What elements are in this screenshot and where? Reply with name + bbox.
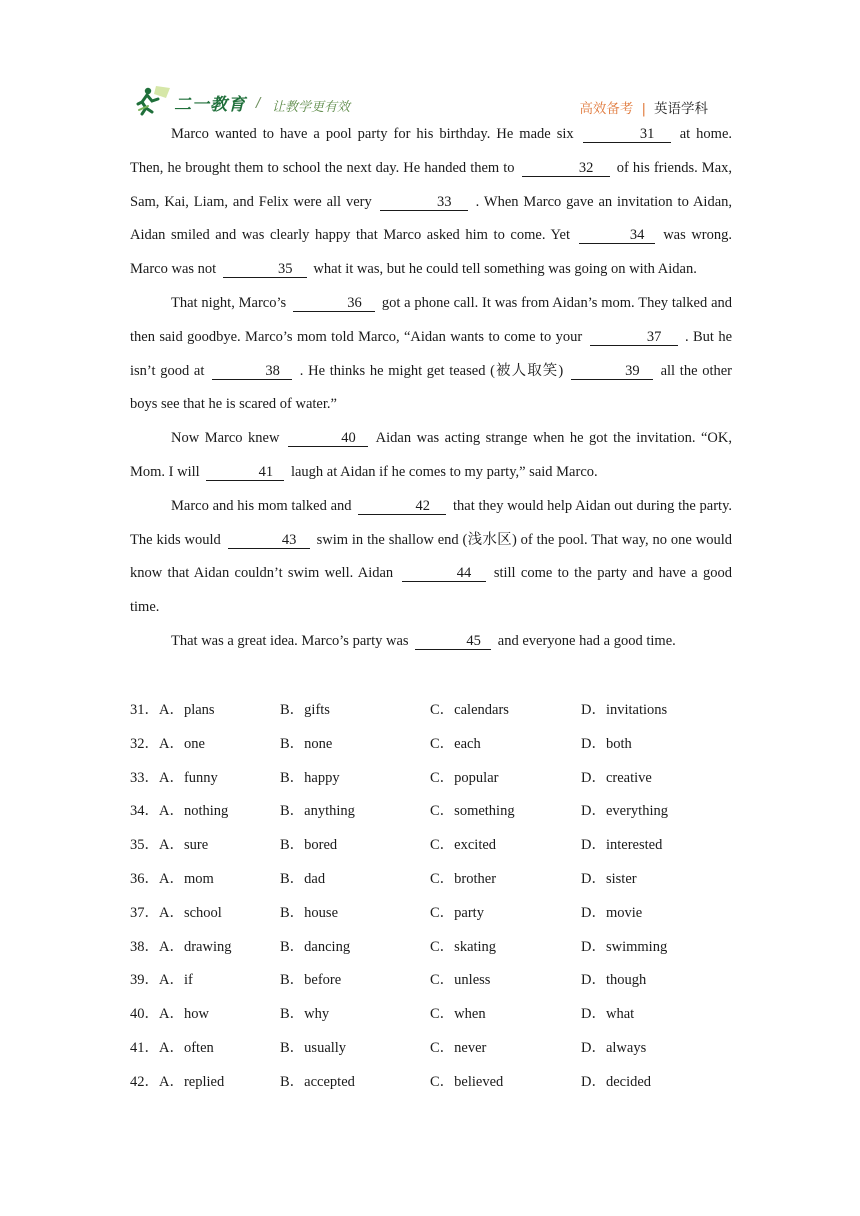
blank-39: 39: [571, 363, 653, 380]
blank-38: 38: [212, 363, 292, 380]
question-option-a: [130, 829, 208, 863]
question-row: [130, 795, 732, 829]
header-separator: |: [641, 101, 646, 117]
question-row: [130, 1032, 732, 1066]
passage-text: Marco wanted to have a pool party for his birthday. He made six: [171, 126, 574, 142]
question-option-b: B．accepted: [280, 1073, 355, 1090]
option-a-text: A．if: [159, 972, 193, 989]
question-option-a: [130, 998, 209, 1032]
question-option-d: D．interested: [581, 837, 663, 854]
passage-paragraph: [130, 287, 732, 422]
question-row: [130, 762, 732, 796]
question-option-a: [130, 897, 222, 931]
question-number: 38．: [130, 938, 159, 955]
option-a-text: A．one: [159, 735, 205, 752]
question-number: 42．: [130, 1073, 159, 1090]
question-option-a: [130, 762, 218, 796]
question-option-d: D．sister: [581, 870, 637, 887]
question-number: 37．: [130, 904, 159, 921]
passage-paragraph: [130, 422, 732, 490]
question-row: [130, 931, 732, 965]
passage-text: swim in the shallow end (浅水区) of the pool. That way, no one would know that Aidan couldn’t swim well. Aidan: [130, 531, 733, 582]
question-row: [130, 897, 732, 931]
question-option-b: B．before: [280, 972, 342, 989]
question-option-a: [130, 795, 228, 829]
blank-33: 33: [380, 194, 468, 211]
blank-31: 31: [583, 126, 671, 143]
question-row: [130, 1066, 732, 1100]
question-number: 40．: [130, 1006, 159, 1023]
blank-34: 34: [579, 227, 655, 244]
question-option-a: [130, 931, 232, 965]
question-option-b: B．gifts: [280, 702, 330, 718]
blank-44: 44: [402, 565, 486, 582]
question-option-b: B．why: [280, 1006, 330, 1023]
passage-text: . He thinks he might get teased (被人取笑): [299, 362, 564, 379]
question-option-d: D．always: [581, 1039, 647, 1056]
option-a-text: A．school: [159, 904, 222, 921]
question-option-c: C．never: [430, 1039, 487, 1056]
question-option-d: D．decided: [581, 1073, 652, 1090]
question-option-c: C．popular: [430, 769, 499, 786]
passage-text: Marco and his mom talked and: [171, 497, 352, 514]
blank-36: 36: [293, 295, 375, 312]
passage-paragraph: [130, 490, 732, 625]
option-a-text: A．plans: [159, 702, 215, 718]
question-option-a: [130, 964, 193, 998]
passage-text: of his friends. Max, Sam, Kai, Liam, and Felix were all very: [130, 159, 733, 210]
question-option-d: D．both: [581, 735, 632, 752]
question-option-c: C．party: [430, 904, 484, 921]
question-option-b: B．anything: [280, 803, 355, 820]
passage-text: was wrong. Marco was not: [130, 227, 733, 278]
question-option-b: B．none: [280, 735, 333, 752]
question-option-c: C．unless: [430, 972, 491, 989]
passage-text: . When Marco gave an invitation to Aidan, Aidan smiled and was clearly happy that Marco asked him to come. Yet: [130, 193, 733, 244]
option-a-text: A．often: [159, 1039, 214, 1056]
blank-43: 43: [228, 532, 310, 549]
answer-options: [130, 694, 732, 1100]
header-slash: /: [256, 96, 261, 111]
passage-text: what it was, but he could tell something was going on with Aidan.: [313, 261, 697, 278]
passage-text: at home. Then, he brought them to school the next day. He handed them to: [130, 126, 733, 176]
question-number: 36．: [130, 870, 159, 887]
blank-32: 32: [522, 160, 610, 177]
subject-label: 英语学科: [654, 101, 708, 117]
passage-text: all the other boys see that he is scared of water.”: [130, 362, 732, 413]
passage-text: that they would help Aidan out during the party. The kids would: [130, 497, 733, 548]
question-row: [130, 728, 732, 762]
blank-37: 37: [590, 329, 678, 346]
question-row: [130, 829, 732, 863]
passage-text: got a phone call. It was from Aidan’s mom. They talked and then said goodbye. Marco’s mom told Marco, “Aidan wants to come to your: [130, 294, 733, 345]
question-option-c: C．skating: [430, 938, 497, 955]
question-option-d: D．invitations: [581, 702, 668, 718]
question-option-b: B．dancing: [280, 938, 351, 955]
question-option-d: D．though: [581, 972, 647, 989]
question-number: 32．: [130, 735, 159, 752]
blank-41: 41: [206, 464, 284, 481]
passage-text: . But he isn’t good at: [130, 328, 733, 379]
question-number: 31．: [130, 702, 159, 718]
option-a-text: A．replied: [159, 1073, 225, 1090]
passage-text: still come to the party and have a good time.: [130, 565, 732, 616]
question-option-c: C．each: [430, 735, 481, 752]
question-number: 34．: [130, 803, 159, 820]
question-option-a: [130, 863, 214, 897]
question-number: 35．: [130, 837, 159, 854]
tagline: 让教学更有效: [272, 100, 351, 115]
option-a-text: A．sure: [159, 837, 209, 854]
question-option-b: B．bored: [280, 837, 338, 854]
question-option-c: C．brother: [430, 870, 497, 887]
question-row: [130, 694, 732, 728]
header-right: [579, 97, 708, 117]
question-option-d: D．movie: [581, 904, 643, 921]
question-row: [130, 998, 732, 1032]
question-option-c: C．something: [430, 803, 515, 820]
exam-label: 高效备考: [579, 101, 634, 117]
passage-text: That night, Marco’s: [171, 294, 287, 311]
question-option-c: C．calendars: [430, 702, 509, 718]
passage-text: and everyone had a good time.: [497, 632, 676, 649]
question-row: [130, 964, 732, 998]
question-option-b: B．usually: [280, 1039, 347, 1056]
passage-text: laugh at Aidan if he comes to my party,” said Marco.: [290, 463, 598, 480]
question-option-a: [130, 694, 215, 728]
blank-45: 45: [415, 633, 491, 650]
question-option-d: D．swimming: [581, 938, 668, 955]
question-option-a: [130, 1066, 224, 1100]
question-option-c: C．believed: [430, 1073, 504, 1090]
question-option-a: [130, 1032, 214, 1066]
runner-logo-icon: [136, 84, 172, 116]
question-option-c: C．excited: [430, 837, 497, 854]
option-a-text: A．nothing: [159, 803, 229, 820]
question-option-d: D．everything: [581, 803, 668, 820]
passage-paragraph: [130, 118, 732, 287]
passage-text: Aidan was acting strange when he got the invitation. “OK, Mom. I will: [130, 430, 732, 480]
question-row: [130, 863, 732, 897]
option-a-text: A．mom: [159, 870, 214, 887]
question-option-b: B．house: [280, 904, 338, 921]
question-option-d: D．what: [581, 1006, 635, 1023]
question-option-b: B．happy: [280, 769, 340, 786]
question-number: 39．: [130, 972, 159, 989]
option-a-text: A．how: [159, 1006, 209, 1023]
question-option-d: D．creative: [581, 769, 652, 786]
question-option-a: [130, 728, 205, 762]
brand-name: 二一教育: [174, 95, 246, 115]
option-a-text: A．drawing: [159, 938, 232, 955]
blank-42: 42: [358, 498, 446, 515]
passage-text: That was a great idea. Marco’s party was: [171, 632, 409, 649]
option-a-text: A．funny: [159, 769, 218, 786]
passage-text: Now Marco knew: [171, 430, 280, 447]
question-number: 33．: [130, 769, 159, 786]
question-number: 41．: [130, 1039, 159, 1056]
question-option-c: C．when: [430, 1006, 486, 1023]
blank-35: 35: [223, 261, 307, 278]
blank-40: 40: [288, 430, 368, 447]
cloze-passage: [130, 118, 732, 659]
passage-paragraph: [130, 625, 732, 659]
question-option-b: B．dad: [280, 870, 326, 887]
